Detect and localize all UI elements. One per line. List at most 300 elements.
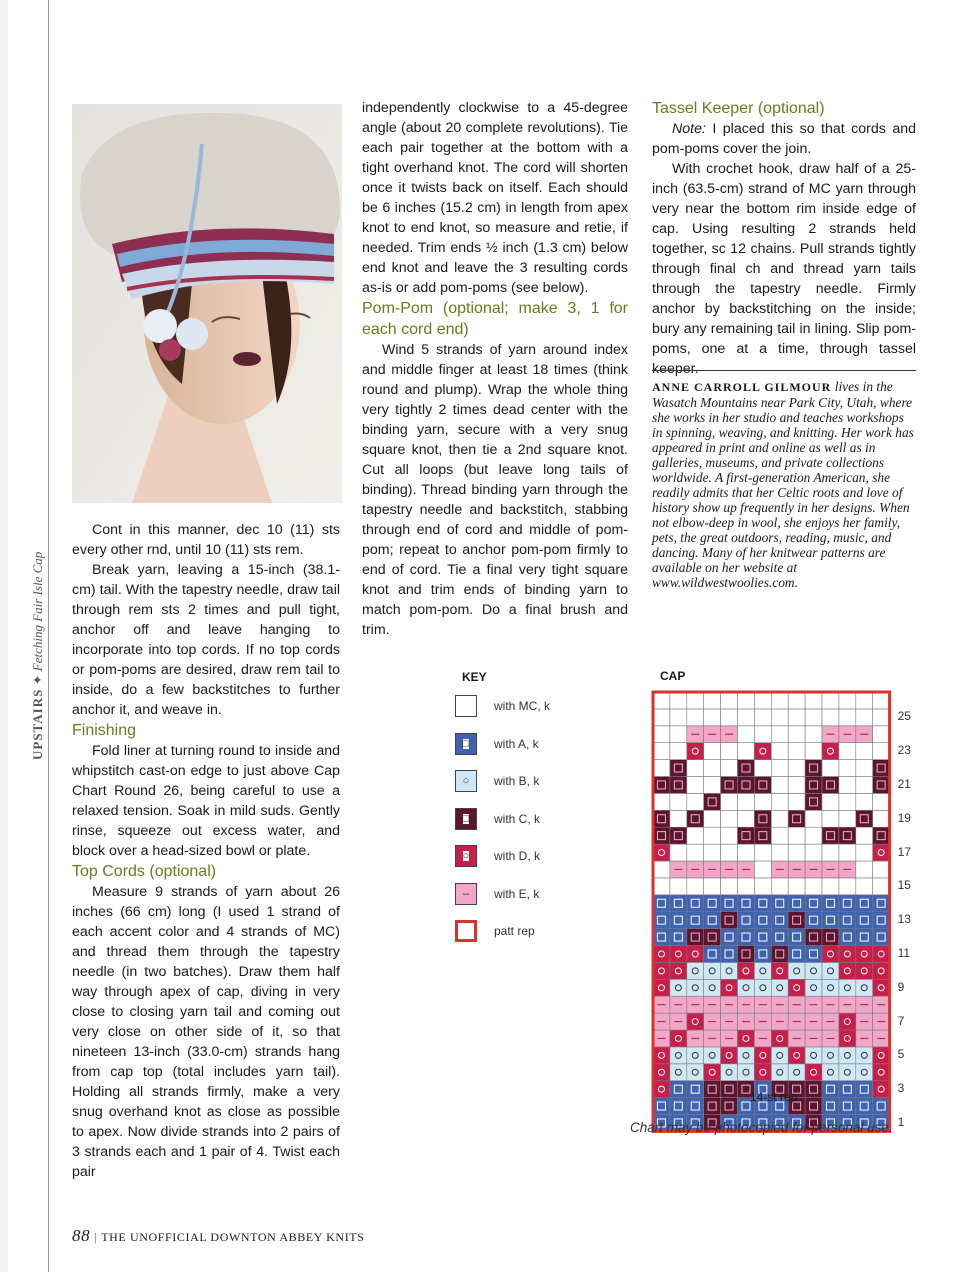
chart-cell — [839, 878, 856, 895]
chart-cell — [653, 1081, 670, 1098]
chart-cell — [687, 1098, 704, 1115]
key-label: with A, k — [494, 736, 539, 751]
chart-cell — [873, 810, 890, 827]
column-3 — [652, 98, 916, 379]
row-number: 3 — [897, 1081, 905, 1096]
key-swatch — [455, 808, 477, 830]
chart-cell — [771, 743, 788, 760]
chart-cell — [805, 709, 822, 726]
chart-cell — [670, 946, 687, 963]
chart-cell — [721, 1064, 738, 1081]
chart-cell — [653, 1047, 670, 1064]
key-swatch — [455, 845, 477, 867]
chart-cell — [653, 929, 670, 946]
chart-cell — [873, 692, 890, 709]
chart-cell — [873, 827, 890, 844]
chart-cell — [788, 878, 805, 895]
chart-cell — [856, 1098, 873, 1115]
chart-cell — [738, 692, 755, 709]
chart-cell — [670, 878, 687, 895]
chart-cell — [771, 827, 788, 844]
chart-cell — [653, 743, 670, 760]
chart-cell — [771, 777, 788, 794]
chart-cell — [670, 979, 687, 996]
chart-cell — [822, 709, 839, 726]
key-symbol: ○ — [462, 775, 470, 787]
chart-cell — [873, 726, 890, 743]
chart-cell — [738, 1030, 755, 1047]
chart-cell — [721, 929, 738, 946]
chart-cell — [754, 895, 771, 912]
chart-cell — [653, 1064, 670, 1081]
chart-cell — [670, 895, 687, 912]
chart-cell — [653, 861, 670, 878]
chart-cell — [738, 709, 755, 726]
chart-cell — [670, 844, 687, 861]
chart-cell — [771, 929, 788, 946]
chart-cell — [721, 810, 738, 827]
key-title: KEY — [462, 670, 487, 684]
chart-cell — [754, 810, 771, 827]
chart-cell — [687, 1081, 704, 1098]
key-swatch — [455, 733, 477, 755]
chart-cell — [653, 726, 670, 743]
chart-cell — [738, 793, 755, 810]
chart-cell — [721, 1098, 738, 1115]
row-number: 9 — [897, 979, 905, 994]
chart-cell — [788, 1064, 805, 1081]
key-label: with E, k — [494, 886, 540, 901]
row-number: 7 — [897, 1013, 905, 1028]
row-number: 15 — [897, 878, 911, 893]
chart-cell — [839, 979, 856, 996]
chart-cell — [839, 1064, 856, 1081]
chart-cell — [704, 912, 721, 929]
chart-cell — [805, 912, 822, 929]
chart-cell — [856, 743, 873, 760]
chart-cell — [754, 929, 771, 946]
chart-cell — [653, 1098, 670, 1115]
chart-cell — [856, 777, 873, 794]
paragraph: Measure 9 strands of yarn about 26 inches (66 cm) long (I used 1 strand of each accent color and 4 strands of MC) and thread them through the tapestry needle (in two batches). Draw them half way through apex of cap, diving in very close to closing yarn tail and coming out very close on other side of it, so that nineteen 13-inch (33.0-cm) strands hang from cap top (total includes yarn tail). Holding all strands firmly, make a very snug overhand knot as close as possible to apex. Now divide strands into 2 pairs of 3 strands each and 1 pair of 4. Twist each pair — [72, 884, 340, 1180]
chart-cell — [873, 760, 890, 777]
chart-cell — [856, 1064, 873, 1081]
chart-cell — [873, 1081, 890, 1098]
chart-cell — [653, 979, 670, 996]
chart-cell — [822, 1081, 839, 1098]
paragraph: With crochet hook, draw half of a 25-inch (63.5-cm) strand of MC yarn through very near the bottom rim inside edge of cap. Using resulting 2 strands held together, sc 12 chains. Pull strands tightly through final ch and thread yarn tails through the tapestry needle. Firmly anchor by backstitching on the inside; bury any remaining tail in lining. Slip pom-poms, one at a time, through tassel keeper. — [652, 161, 916, 377]
chart-cell — [771, 912, 788, 929]
chart-cell — [754, 979, 771, 996]
chart-cell — [839, 929, 856, 946]
chart-cell — [704, 946, 721, 963]
chart-cell — [822, 979, 839, 996]
chart-cell — [839, 962, 856, 979]
chart-cell — [687, 895, 704, 912]
chart-cell — [721, 827, 738, 844]
key-symbol: – — [462, 887, 470, 900]
chart-cell — [856, 760, 873, 777]
chart-cell — [856, 827, 873, 844]
chart-cell — [670, 912, 687, 929]
chart-cell — [805, 692, 822, 709]
chart-cell — [805, 777, 822, 794]
page-number: 88 — [72, 1226, 91, 1245]
key-label: with C, k — [494, 811, 541, 826]
chart-cell — [805, 946, 822, 963]
chart-cell — [873, 946, 890, 963]
chart-cell — [788, 726, 805, 743]
chart-cell — [670, 709, 687, 726]
chart-cell — [771, 878, 788, 895]
chart-cell — [771, 760, 788, 777]
column-1 — [72, 520, 340, 1182]
chart-cell — [687, 777, 704, 794]
chart-cell — [721, 946, 738, 963]
key-swatch — [455, 770, 477, 792]
row-number: 11 — [897, 945, 911, 960]
chart-cell — [873, 1064, 890, 1081]
chart-cell — [754, 777, 771, 794]
chart-cell — [856, 979, 873, 996]
key-swatch — [455, 920, 477, 942]
chart-cell — [839, 1047, 856, 1064]
chart-cell — [839, 912, 856, 929]
chart-cell — [721, 709, 738, 726]
footer-separator: | — [94, 1230, 98, 1244]
chart-cell — [822, 827, 839, 844]
chart-cell — [788, 709, 805, 726]
chart-cell — [754, 1064, 771, 1081]
chart-cell — [754, 743, 771, 760]
chart-cell — [873, 912, 890, 929]
chart-cell — [754, 912, 771, 929]
chart-cell — [738, 810, 755, 827]
paragraph: Fold liner at turning round to inside and whipstitch cast-on edge to just above Cap Chart Round 26, being careful to use a relaxed tension. Soak in mild suds. Gently rinse, squeeze out excess water, and block over a head-sized bowl or plate. — [72, 743, 340, 859]
chart-cell — [754, 946, 771, 963]
chart-cell — [771, 979, 788, 996]
heading-top-cords: Top Cords (optional) — [72, 863, 217, 880]
chart-cell — [738, 946, 755, 963]
key-symbol: □ — [462, 812, 470, 825]
chart-cell — [856, 929, 873, 946]
chart-cell — [771, 1030, 788, 1047]
chart-cell — [653, 760, 670, 777]
author-name: ANNE CARROLL GILMOUR — [652, 380, 832, 394]
chart-cell — [704, 929, 721, 946]
row-number: 1 — [897, 1114, 905, 1129]
chart-cell — [822, 844, 839, 861]
chart-cell — [805, 895, 822, 912]
margin-rule — [48, 0, 49, 1272]
chart-cell — [687, 810, 704, 827]
chart-cell — [754, 726, 771, 743]
chart-cell — [653, 709, 670, 726]
chart-cell — [687, 912, 704, 929]
chart-cell — [788, 912, 805, 929]
chart-cell — [839, 760, 856, 777]
key-symbol: ○ — [462, 850, 470, 862]
chart-cell — [822, 962, 839, 979]
column-2 — [362, 98, 628, 640]
row-number: 25 — [897, 709, 911, 724]
chart-cell — [805, 962, 822, 979]
chart-cell — [670, 793, 687, 810]
chart-cell — [738, 743, 755, 760]
chart-cell — [721, 979, 738, 996]
chart-cell — [788, 929, 805, 946]
chart-cell — [653, 946, 670, 963]
chart-cell — [805, 810, 822, 827]
chart-cell — [873, 1047, 890, 1064]
chart-cell — [822, 777, 839, 794]
chart-cell — [704, 827, 721, 844]
key-swatch — [455, 883, 477, 905]
chart-cell — [856, 793, 873, 810]
chart-cell — [721, 793, 738, 810]
row-number: 17 — [897, 844, 911, 859]
page-edge — [0, 0, 8, 1272]
chart-cell — [704, 895, 721, 912]
chart-cell — [856, 810, 873, 827]
paragraph: Break yarn, leaving a 15-inch (38.1-cm) tail. With the tapestry needle, draw tail through rem sts 2 times and pull tight, anchor off and leave hanging to incorporate into top cords. If no top cords or pom-poms are desired, draw rem tail to inside, do a few backstitches to further anchor it, and weave in. — [72, 562, 340, 718]
heading-tassel-keeper: Tassel Keeper (optional) — [652, 100, 825, 117]
chart-cell — [670, 743, 687, 760]
chart-cell — [822, 878, 839, 895]
cap-chart — [651, 690, 911, 1138]
chart-cell — [738, 929, 755, 946]
chart-cell — [873, 962, 890, 979]
chart-cell — [704, 844, 721, 861]
chart-cell — [839, 1081, 856, 1098]
chart-cell — [822, 895, 839, 912]
chart-cell — [788, 844, 805, 861]
chart-cell — [721, 844, 738, 861]
chart-cell — [754, 861, 771, 878]
chart-cell — [839, 895, 856, 912]
chart-cell — [738, 844, 755, 861]
row-number: 13 — [897, 912, 911, 927]
row-number: 21 — [897, 776, 911, 791]
chart-cell — [721, 692, 738, 709]
chart-cell — [670, 1081, 687, 1098]
chart-cell — [721, 912, 738, 929]
chart-cell — [738, 979, 755, 996]
chart-cell — [788, 962, 805, 979]
chart-cell — [687, 827, 704, 844]
chart-cell — [771, 709, 788, 726]
chart-cell — [873, 1098, 890, 1115]
chart-cell — [788, 760, 805, 777]
chart-cell — [788, 1047, 805, 1064]
chart-cell — [687, 709, 704, 726]
chart-cell — [788, 743, 805, 760]
chart-cell — [670, 827, 687, 844]
chart-cell — [670, 760, 687, 777]
chart-cell — [721, 878, 738, 895]
chart-cell — [738, 827, 755, 844]
chart-cell — [822, 912, 839, 929]
chart-cell — [822, 793, 839, 810]
chart-cell — [856, 1081, 873, 1098]
chart-cell — [670, 1064, 687, 1081]
chart-cell — [805, 760, 822, 777]
chart-cell — [822, 1047, 839, 1064]
chart-cell — [839, 743, 856, 760]
chart-cell — [670, 1047, 687, 1064]
chart-cell — [670, 929, 687, 946]
chart-cell — [754, 793, 771, 810]
chart-cell — [704, 777, 721, 794]
chart-cell — [805, 743, 822, 760]
chart-cell — [670, 1030, 687, 1047]
chart-cell — [856, 946, 873, 963]
heading-finishing: Finishing — [72, 722, 137, 739]
chart-cell — [839, 777, 856, 794]
chart-cell — [822, 946, 839, 963]
chart-cell — [687, 692, 704, 709]
chart-cell — [805, 827, 822, 844]
chart-cell — [856, 861, 873, 878]
chart-cell — [788, 777, 805, 794]
chart-cell — [873, 777, 890, 794]
chart-cell — [873, 878, 890, 895]
chart-cell — [771, 946, 788, 963]
chart-cell — [738, 1064, 755, 1081]
chart-cell — [839, 827, 856, 844]
chart-cell — [687, 878, 704, 895]
chart-cell — [653, 827, 670, 844]
key-label: with D, k — [494, 849, 541, 863]
chart-cell — [771, 793, 788, 810]
author-bio — [652, 370, 916, 590]
chart-cell — [738, 726, 755, 743]
chart-cell — [687, 979, 704, 996]
chart-cell — [805, 1098, 822, 1115]
chart-cell — [839, 692, 856, 709]
chart-cell — [788, 946, 805, 963]
chart-cell — [670, 1098, 687, 1115]
chart-cell — [856, 692, 873, 709]
chart-cell — [653, 777, 670, 794]
repeat-label: 14-st rep — [750, 1090, 798, 1104]
chart-cell — [873, 743, 890, 760]
chart-cell — [670, 810, 687, 827]
chart-cell — [771, 726, 788, 743]
row-number: 5 — [897, 1047, 905, 1062]
chart-cell — [704, 962, 721, 979]
chart-cell — [805, 793, 822, 810]
chart-cell — [704, 1047, 721, 1064]
chart-cell — [721, 962, 738, 979]
chart-cell — [721, 743, 738, 760]
chart-cell — [721, 760, 738, 777]
woman-in-fair-isle-cap-photo — [72, 104, 342, 503]
chart-cell — [771, 895, 788, 912]
chart-cell — [771, 962, 788, 979]
chart-cell — [856, 895, 873, 912]
chart-cell — [873, 709, 890, 726]
book-title: THE UNOFFICIAL DOWNTON ABBEY KNITS — [101, 1230, 365, 1244]
chart-cell — [873, 979, 890, 996]
chart-cell — [738, 912, 755, 929]
chart-cell — [754, 709, 771, 726]
chart-cell — [873, 844, 890, 861]
chart-cell — [687, 1047, 704, 1064]
section-label: UPSTAIRS — [30, 688, 45, 760]
chart-cell — [822, 760, 839, 777]
key-label: patt rep — [494, 924, 535, 938]
photocopy-note: Chart may be photocopied for personal use. — [630, 1120, 893, 1135]
chart-cell — [771, 810, 788, 827]
chart-cell — [738, 777, 755, 794]
chart-cell — [653, 810, 670, 827]
chart-cell — [653, 793, 670, 810]
chart-cell — [856, 912, 873, 929]
chart-cell — [873, 793, 890, 810]
chart-cell — [805, 726, 822, 743]
chart-cell — [687, 962, 704, 979]
chart-cell — [822, 810, 839, 827]
chart-cell — [653, 878, 670, 895]
key-symbol: □ — [462, 737, 470, 750]
chart-cell — [805, 878, 822, 895]
page-footer — [72, 1226, 365, 1246]
chart-cell — [704, 743, 721, 760]
key-label: with MC, k — [494, 699, 551, 713]
chart-cell — [839, 844, 856, 861]
chart-cell — [653, 962, 670, 979]
chart-cell — [653, 692, 670, 709]
chart-cell — [687, 760, 704, 777]
chart-cell — [754, 878, 771, 895]
chart-cell — [873, 895, 890, 912]
chart-cell — [788, 827, 805, 844]
chart-cell — [771, 692, 788, 709]
key-swatch — [455, 695, 477, 717]
chart-cell — [856, 844, 873, 861]
chart-cell — [771, 1047, 788, 1064]
chart-cell — [670, 726, 687, 743]
chart-cell — [856, 962, 873, 979]
chart-cell — [721, 777, 738, 794]
chart-cell — [704, 1098, 721, 1115]
chart-cell — [788, 692, 805, 709]
chart-cell — [704, 1081, 721, 1098]
chart-cell — [687, 946, 704, 963]
chart-cell — [805, 1064, 822, 1081]
chart-title: CAP — [660, 669, 686, 683]
chart-cell — [738, 878, 755, 895]
chart-cell — [704, 760, 721, 777]
chart-cell — [704, 878, 721, 895]
chart-cell — [754, 962, 771, 979]
pattern-title: Fetching Fair Isle Cap — [30, 551, 45, 672]
chart-cell — [704, 979, 721, 996]
chart-cell — [822, 929, 839, 946]
chart-cell — [754, 1047, 771, 1064]
chart-cell — [856, 1047, 873, 1064]
chart-cell — [687, 1064, 704, 1081]
chart-cell — [653, 895, 670, 912]
chart-cell — [839, 1013, 856, 1030]
chart-cell — [721, 1081, 738, 1098]
chart-cell — [805, 979, 822, 996]
chart-cell — [771, 1064, 788, 1081]
row-number: 19 — [897, 810, 911, 825]
chart-cell — [721, 1047, 738, 1064]
chart-cell — [839, 709, 856, 726]
